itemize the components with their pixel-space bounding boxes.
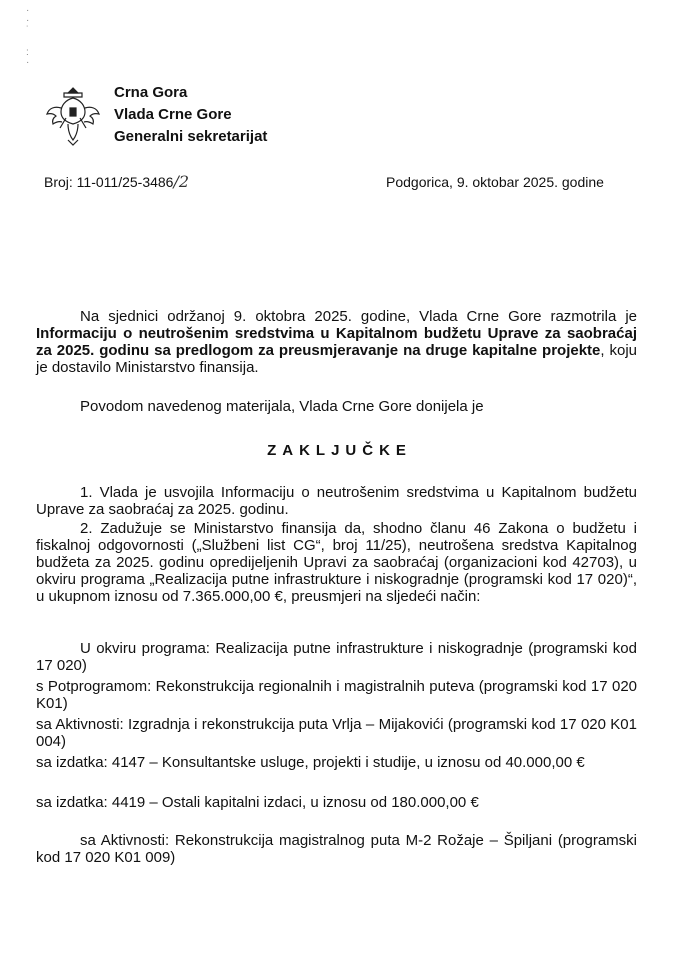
scan-mark-top: · · ˙ (26, 5, 30, 36)
conclusion-2: 2. Zadužuje se Ministarstvo finansija da, shodno članu 46 Zakona o budžetu i fiskalnoj odgovornosti („Službeni list CG“, broj 11/25), neutrošena sredstva Kapitalnog budžeta za 2025. godinu opredijeljenih Upravi za saobraćaj (organizacioni kod 42703), u okviru programa „Realizacija putne infrastrukture i niskogradnje (programski kod 17 020)“, u ukupnom iznosu od 7.365.000,00 €, preusmjeri na sljedeći način: (36, 520, 637, 605)
subprogram-line: s Potprogramom: Rekonstrukcija regionalnih i magistralnih puteva (programski kod 17 020 K01) (36, 678, 637, 712)
country-name: Crna Gora (114, 84, 188, 101)
intro-paragraph (36, 308, 637, 376)
scan-mark-side: : · (26, 47, 30, 68)
office-name: Generalni sekretarijat (114, 128, 268, 145)
place-date: Podgorica, 9. oktobar 2025. godine (386, 174, 604, 190)
conclusion-1: 1. Vlada je usvojila Informaciju o neutrošenim sredstvima u Kapitalnom budžetu Uprave za saobraćaj za 2025. godinu. (36, 484, 637, 518)
handwritten-suffix: /2 (173, 172, 190, 191)
issuer-block (114, 82, 267, 148)
government-name: Vlada Crne Gore (114, 106, 232, 123)
expense-2-line: sa izdatka: 4419 – Ostali kapitalni izdaci, u iznosu od 180.000,00 € (36, 794, 479, 811)
intro-text-end: , koju je dostavilo Ministarstvo finansija. (36, 342, 637, 376)
intro-text-bold: Informaciju o neutrošenim sredstvima u Kapitalnom budžetu Uprave za saobraćaj za 2025. godinu sa predlogom za preusmjeravanje na druge kapitalne projekte (36, 325, 637, 359)
program-line: U okviru programa: Realizacija putne infrastrukture i niskogradnje (programski kod 17 020) (36, 640, 637, 674)
activity-2-line: sa Aktivnosti: Rekonstrukcija magistralnog puta M-2 Rožaje – Špiljani (programski kod 17 020 K01 009) (36, 832, 637, 866)
montenegro-coat-of-arms-icon (44, 84, 102, 148)
activity-1-line: sa Aktivnosti: Izgradnja i rekonstrukcija puta Vrlja – Mijakovići (programski kod 17 020 K01 004) (36, 716, 637, 750)
adoption-paragraph: Povodom navedenog materijala, Vlada Crne Gore donijela je (80, 398, 484, 415)
expense-1-line: sa izdatka: 4147 – Konsultantske usluge, projekti i studije, u iznosu od 40.000,00 € (36, 754, 585, 771)
reference-number (44, 172, 189, 191)
intro-text-start: Na sjednici održanoj 9. oktobra 2025. godine, Vlada Crne Gore razmotrila je (80, 308, 637, 325)
conclusions-title: ZAKLJUČKE (267, 442, 412, 459)
reference-number-text: Broj: 11-011/25-3486 (44, 174, 174, 190)
